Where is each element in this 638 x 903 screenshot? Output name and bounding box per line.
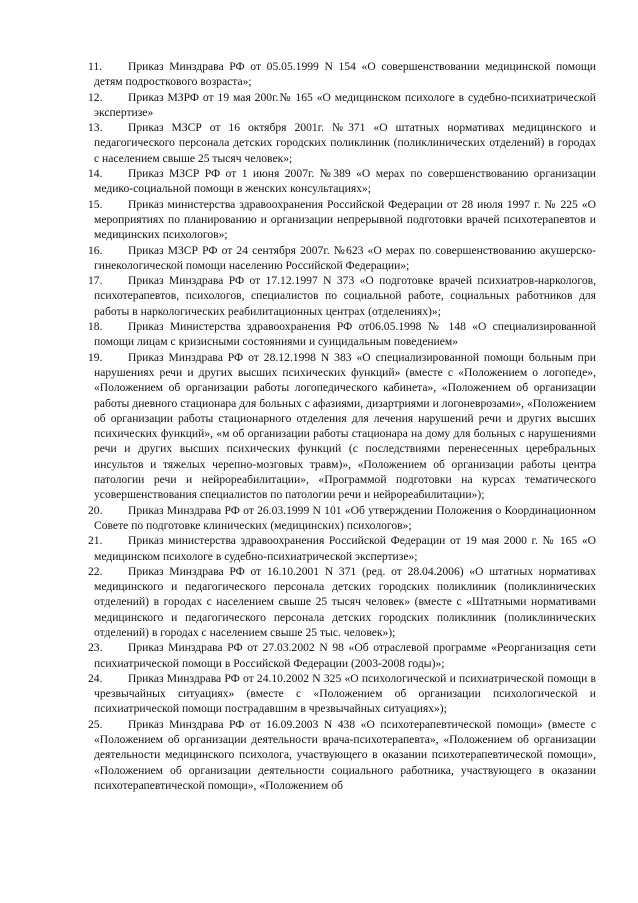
item-text: Приказ МЗСР РФ от 24 сентября 2007г. №623 «О мерах по совершенствованию акушерско-гинекологической помощи населению Российской Федерации»; — [94, 243, 596, 272]
item-text: Приказ МЗРФ от 19 мая 200г.№ 165 «О медицинском психологе в судебно-психиатрической экспертизе» — [94, 90, 596, 119]
order-list — [88, 59, 596, 793]
list-item — [88, 243, 596, 274]
list-item — [88, 671, 596, 717]
item-number: 22. — [88, 564, 103, 578]
item-number: 25. — [88, 717, 103, 731]
item-text: Приказ Минздрава РФ от 27.03.2002 N 98 «Об отраслевой программе «Реорганизация сети психиатрической помощи в Российской Федерации (2003-2008 годы)»; — [94, 641, 596, 670]
item-number: 15. — [88, 197, 103, 211]
item-text: Приказ министерства здравоохранения Российской Федерации от 28 июля 1997 г. № 225 «О мероприятиях по планированию и организации непрерывной подготовки врачей психотерапевтов и медицинских психологов»; — [94, 197, 596, 242]
list-item — [88, 564, 596, 640]
item-text: Приказ Минздрава РФ от 17.12.1997 N 373 «О подготовке врачей психиатров-наркологов, психотерапевтов, психологов, специалистов по социальной работе, социальных работников для работы в наркологических реабилитационных центрах (отделениях)»; — [94, 274, 596, 318]
list-item — [88, 273, 596, 319]
item-number: 20. — [88, 503, 103, 517]
list-item — [88, 533, 596, 564]
item-text: Приказ Минздрава РФ от 16.09.2003 N 438 «О психотерапевтической помощи» (вместе с «Положением об организации деятельности врача-психотерапевта», «Положением об организации деятельности медицинского психолога, участвующего в оказании психотерапевтической помощи», «Положением об организации деятельности социального работника, участвующего в оказании психотерапевтической помощи», «Положением об — [94, 717, 596, 792]
list-item — [88, 350, 596, 503]
item-text: Приказ Минздрава РФ от 16.10.2001 N 371 (ред. от 28.04.2006) «О штатных нормативах медицинского и педагогического персонала детских городских поликлиник (поликлинических отделений) в городах с населением свыше 25 тысяч человек» (вместе с «Штатными нормативами медицинского и педагогического персонала детских городских поликлиник (поликлинических отделений) в городах с населением свыше 25 тыс. человек»); — [94, 564, 596, 639]
list-item — [88, 120, 596, 166]
list-item — [88, 59, 596, 90]
item-text: Приказ Минздрава РФ от 05.05.1999 N 154 «О совершенствовании медицинской помощи детям подросткового возраста»; — [94, 60, 596, 89]
item-text: Приказ МЗСР от 16 октября 2001г. №371 «О штатных нормативах медицинского и педагогического персонала детских городских поликлиник (поликлинических отделений) в городах с населением свыше 25 тысяч человек»; — [94, 121, 596, 165]
item-text: Приказ МЗСР РФ от 1 июня 2007г. №389 «О мерах по совершенствованию организации медико-социальной помощи в женских консультациях»; — [94, 167, 596, 196]
item-text: Приказ Минздрава РФ от 26.03.1999 N 101 «Об утверждении Положения о Координационном Совете по подготовке клинических (медицинских) психологов»; — [94, 503, 596, 532]
item-number: 12. — [88, 90, 103, 104]
item-number: 23. — [88, 641, 103, 655]
item-number: 21. — [88, 534, 103, 548]
item-number: 19. — [88, 350, 103, 364]
list-item — [88, 197, 596, 243]
item-text: Приказ Минздрава РФ от 24.10.2002 N 325 «О психологической и психиатрической помощи в чрезвычайных ситуациях» (вместе с «Положением об организации психологической и психиатрической помощи пострадавшим в чрезвычайных ситуациях»); — [94, 671, 596, 716]
item-number: 24. — [88, 671, 103, 685]
item-number: 17. — [88, 274, 103, 288]
item-number: 14. — [88, 167, 103, 181]
list-item — [88, 166, 596, 197]
list-item — [88, 717, 596, 793]
item-number: 11. — [88, 60, 103, 73]
list-item — [88, 90, 596, 121]
list-item — [88, 640, 596, 671]
list-item — [88, 319, 596, 350]
list-item — [88, 503, 596, 534]
item-number: 18. — [88, 320, 103, 334]
item-text: Приказ министерства здравоохранения Российской Федерации от 19 мая 2000 г. № 165 «О медицинском психологе в судебно-психиатрической экспертизе»; — [94, 534, 596, 563]
item-text: Приказ Минздрава РФ от 28.12.1998 N 383 «О специализированной помощи больным при нарушениях речи и других высших психических функций» (вместе с «Положением о логопеде», «Положением об организации работы логопедического кабинета», «Положением об организации работы дневного стационара для больных с афазиями, дизартриями и логоневрозами», «Положением об организации работы стационарного отделения для лечения нарушений речи и других высших психических функций», «м об организации работы стационара на дому для больных с нарушениями речи и других высших психических функций (с последствиями перенесенных церебральных инсультов и тяжелых черепно-мозговых травм)», «Положением об организации работы центра патологии речи и нейрореабилитации», «Программой подготовки на курсах тематического усовершенствования специалистов по патологии речи и нейрореабилитации»); — [94, 350, 596, 502]
item-number: 16. — [88, 243, 103, 257]
item-number: 13. — [88, 121, 103, 135]
item-text: Приказ Министерства здравоохранения РФ от06.05.1998 № 148 «О специализированной помощи лицам с кризисными состояниями и суицидальным поведением» — [94, 320, 596, 349]
